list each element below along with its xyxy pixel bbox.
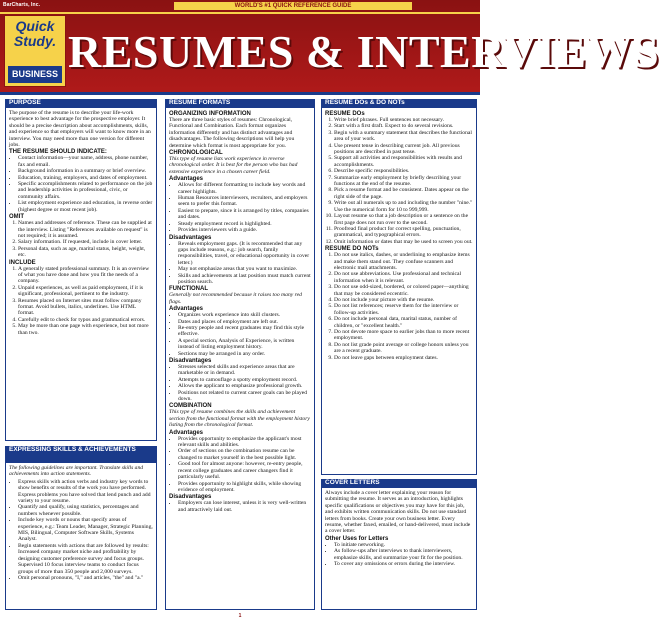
list-item: • Sections may be arranged in any order. [178, 351, 311, 357]
list-item: • Employers can lose interest, unless it is very well-written and attractively laid out. [178, 500, 311, 513]
list-item: 12. Omit information or dates that may be used to screen you out. [334, 239, 473, 245]
list-item: 1. Write brief phrases. Full sentences not necessary. [334, 117, 473, 123]
list-item: • Allows for different formatting to include key words and career highlights. [178, 182, 311, 195]
do-heading: RESUME DOs [325, 111, 365, 117]
list-item: 9. Write out all numerals up to and including the number "nine." Use the numerical form for 10 to 999,999. [334, 200, 473, 213]
list-item: 6. Do not include personal data, marital status, number of children, or "excellent health." [334, 316, 473, 329]
list-item: 3. Do not use odd-sized, bordered, or colored paper—anything that may be considered eccentric. [334, 284, 473, 297]
func-adv-list [169, 312, 311, 357]
list-item: 5. Do not list references; reserve them for the interview or follow-up activities. [334, 303, 473, 316]
list-item: • Express skills with action verbs and industry key words to show benefits or results of the work you have performed. Express problems you have solved that lend punch and add variety to your resume. [18, 479, 153, 505]
omit-list [9, 220, 153, 258]
include-heading: INCLUDE [9, 259, 36, 266]
list-item: 3. Resumes placed on Internet sites must follow company format. Avoid bullets, italics, underlines. Use HTML format. [18, 298, 153, 317]
dos-heading: RESUME DOs & DO NOTs [321, 99, 477, 107]
dos-section [321, 107, 477, 475]
cover-intro: Always include a cover letter explaining your reason for submitting the resume. It serves as an introduction, highlights specific qualifications or objectives you may have for this job, and exhibits written communication skills. Do not use standard letters from books. Create your own business letter. Every resume, whether faxed, emailed, or hand-delivered, must include a cover letter. [325, 490, 471, 535]
list-item: 4. Carefully edit to check for typos and grammatical errors. [18, 317, 153, 323]
chron-adv-heading: Advantages [169, 176, 204, 183]
list-item: 2. Do not use abbreviations. Use professional and technical information when it is relevant. [334, 271, 473, 284]
list-item: 10. Layout resume so that a job description or a sentence on the first page does not run over to the second. [334, 213, 473, 226]
list-item: 9. Do not leave gaps between employment dates. [334, 355, 473, 361]
list-item: • Specific accomplishments related to performance on the job and leadership activities in professional, civic, or community affairs. [18, 181, 153, 200]
skills-list [9, 479, 153, 582]
indicate-heading: THE RESUME SHOULD INDICATE: [9, 149, 107, 156]
list-item: • Dates and places of employment are left out. [178, 319, 311, 325]
dont-list [325, 252, 473, 361]
org-text: There are three basic styles of resumes: Chronological, Functional and Combination. Each format organizes information differently and has distinct advantages and disadvantages. The following descriptions will help you determine which format is most appropriate for you. [169, 117, 295, 149]
page-number: 1 [238, 613, 242, 619]
header-divider [0, 92, 480, 95]
logo-line2: Study. [13, 33, 57, 49]
list-item: 2. Unpaid experiences, as well as paid employment, if it is significant, professional, pertinent to the industry. [18, 285, 153, 298]
list-item: • Provides opportunity to emphasize the applicant's most relevant skills and abilities. [178, 436, 311, 449]
list-item: • Attempts to camouflage a spotty employment record. [178, 377, 311, 383]
list-item: 6. Describe specific responsibilities. [334, 168, 473, 174]
func-text: Generally not recommended because it raises too many red flags. [169, 292, 302, 305]
quickstudy-logo [4, 15, 66, 87]
org-heading: ORGANIZING INFORMATION [169, 111, 251, 117]
list-item: 5. Support all activities and responsibilities with results and accomplishments. [334, 155, 473, 168]
list-item: • May not emphasize areas that you want to maximize. [178, 266, 311, 272]
header [0, 0, 659, 94]
list-item: • Background information in a summary or brief overview. [18, 168, 153, 174]
list-item: • To initiate networking. [334, 542, 473, 548]
other-uses-list [325, 542, 473, 568]
list-item: • Steady employment record is highlighted. [178, 221, 311, 227]
func-heading: FUNCTIONAL [169, 286, 208, 293]
list-item: • List employment experience and education, in reverse order (highest degree or most recent job). [18, 200, 153, 213]
skills-section [5, 462, 157, 610]
list-item: • Positions not related to current career goals can be played down. [178, 390, 311, 403]
list-item: • Order of sections on the combination resume can be changed to market yourself in the best possible light. [178, 448, 311, 461]
list-item: • Omit personal pronouns, "I," and articles, "the" and "a." [18, 575, 153, 581]
list-item: • Stresses selected skills and experience areas that are marketable or in demand. [178, 364, 311, 377]
list-item: 8. Pick a resume format and be consistent. Dates appear on the right side of the page. [334, 187, 473, 200]
chron-text: This type of resume lists work experience in reverse chronological order. It is best for the person who has had extensive experience in a chosen career field. [169, 156, 298, 175]
chron-dis-list [169, 241, 311, 286]
comb-adv-list [169, 436, 311, 494]
chron-dis-heading: Disadvantages [169, 234, 212, 241]
formats-section [165, 107, 315, 610]
list-item: • Education, training, employers, and dates of employment. [18, 175, 153, 181]
indicate-list [9, 155, 153, 213]
list-item: • Human Resources interviewers, recruiters, and employers seem to prefer this format. [178, 195, 311, 208]
cover-heading: COVER LETTERS [321, 479, 477, 487]
list-item: • Good tool for almost anyone: however, re-entry people, recent college graduates and career changers find it particularly useful. [178, 461, 311, 480]
publisher: BarCharts, Inc. [3, 2, 41, 8]
formats-heading: RESUME FORMATS [165, 99, 315, 107]
logo-line1: Quick [15, 18, 55, 34]
list-item: 4. Do not include your picture with the resume. [334, 297, 473, 303]
list-item: • A special section, Analysis of Experience, is written instead of listing employment history. [178, 338, 311, 351]
func-adv-heading: Advantages [169, 306, 204, 313]
list-item: • Skills and achievements at last position must match current position search. [178, 273, 311, 286]
other-uses-heading: Other Uses for Letters [325, 535, 389, 542]
include-list [9, 266, 153, 336]
do-list [325, 117, 473, 245]
comb-heading: COMBINATION [169, 403, 212, 410]
list-item: • Begin statements with actions that are followed by results: Increased company market niche and profitability by designing customer preference survey and focus groups. Supervised 10 focus interview teams to conduct focus groups of more than 350 people and 2,000 surveys. [18, 543, 153, 575]
list-item: 11. Proofread final product for correct spelling, punctuation, grammatical, and typographical errors. [334, 226, 473, 239]
list-item: • Organizes work experience into skill clusters. [178, 312, 311, 318]
list-item: 5. May be more than one page with experience, but not more than two. [18, 323, 153, 336]
chron-adv-list [169, 182, 311, 233]
list-item: • Quantify and qualify, using statistics, percentages and numbers whenever possible. [18, 504, 153, 517]
omit-heading: OMIT [9, 214, 24, 221]
list-item: 2. Salary information. If requested, include in cover letter. [18, 239, 153, 245]
list-item: 4. Use present tense in describing current job. All previous positions are described in past tense. [334, 143, 473, 156]
list-item: 2. Start with a first draft. Expect to do several revisions. [334, 123, 473, 129]
list-item: 7. Summarize early employment by briefly describing your functions at the end of the resume. [334, 175, 473, 188]
comb-adv-heading: Advantages [169, 429, 204, 436]
list-item: • To cover any omissions or errors during the interview. [334, 561, 473, 567]
list-item: 1. Names and addresses of reference. These can be supplied at the interview. Listing "References available on request" is not required; it is assumed. [18, 220, 153, 239]
func-dis-heading: Disadvantages [169, 358, 212, 364]
list-item: 8. Do not list grade point average or college honors unless you are a recent graduate. [334, 342, 473, 355]
purpose-section [5, 107, 157, 441]
purpose-intro: The purpose of the resume is to describe your life-work experience to best advantage for the prospective employer. It should be a precise description about accomplishments, skills, and experience so that employers will want to know more in an interview. You may need more than one version for different jobs. [9, 110, 151, 149]
list-item: • Easiest to prepare, since it is arranged by titles, companies and dates. [178, 208, 311, 221]
list-item: • As follow-ups after interviews to thank interviewers, emphasize skills, and summarize your fit for the position. [334, 548, 473, 561]
logo-line3: BUSINESS [8, 66, 62, 83]
list-item: 1. Do not use italics, dashes, or underlining to emphasize items and make them stand out. They confuse scanners and electronic mail attachments. [334, 252, 473, 271]
list-item: 1. A generally stated professional summary. It is an overview of what you have done and how you fit the needs of a company. [18, 266, 153, 285]
comb-dis-list [169, 500, 311, 513]
cover-section [321, 487, 477, 610]
skills-heading: EXPRESSING SKILLS & ACHIEVEMENTS [5, 446, 157, 462]
list-item: • Contact information—your name, address, phone number, fax and email. [18, 155, 153, 168]
list-item: 7. Do not devote more space to earlier jobs than to more recent employment. [334, 329, 473, 342]
list-item: • Reveals employment gaps. (It is recommended that any gaps include reasons, e.g.: job search, family responsibilities, travel, or educational opportunity in cover letter.) [178, 241, 311, 267]
list-item: • Provides interviewers with a guide. [178, 227, 311, 233]
list-item: • Allows the applicant to emphasize professional growth. [178, 383, 311, 389]
list-item: • Re-entry people and recent graduates may find this style effective. [178, 325, 311, 338]
comb-text: This type of resume combines the skills and achievement section from the functional format with the employment history listing from the chronological format. [169, 409, 310, 429]
list-item: • Provides opportunity to highlight skills, while showing evidence of employment. [178, 481, 311, 494]
comb-dis-heading: Disadvantages [169, 494, 212, 501]
list-item: 3. Personal data, such as age, marital status, height, weight, etc. [18, 246, 153, 259]
skills-intro: The following guidelines are important. Translate skills and achievements into action statements. [9, 465, 144, 478]
dont-heading: RESUME DO NOTs [325, 246, 379, 253]
list-item: • Include key words or nouns that specify areas of experience, e.g.: Team Leader, Manager, Strategic Planning, MIS, Bilingual, Computer Software Skills, Systems Analyst. [18, 517, 153, 543]
ribbon-tagline: WORLD'S #1 QUICK REFERENCE GUIDE [174, 2, 412, 10]
page-title: RESUMES & INTERVIEWS [68, 26, 659, 77]
purpose-heading: PURPOSE [5, 99, 157, 107]
chron-heading: CHRONOLOGICAL [169, 150, 223, 157]
func-dis-list [169, 364, 311, 402]
list-item: 3. Begin with a summary statement that describes the functional area of your work. [334, 130, 473, 143]
